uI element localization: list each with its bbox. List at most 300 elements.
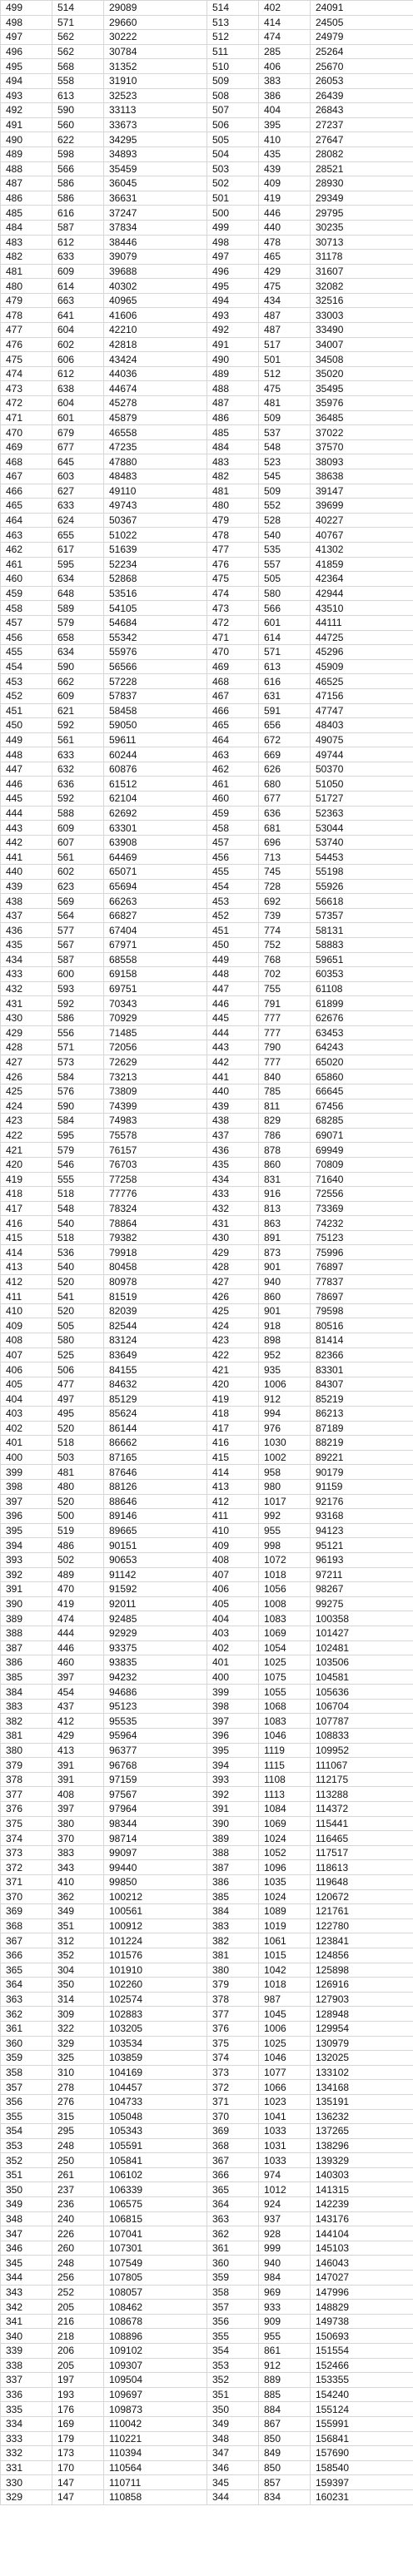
table-cell: 80516 xyxy=(311,1318,413,1333)
table-cell: 361 xyxy=(1,2021,52,2036)
table-cell: 1056 xyxy=(259,1582,311,1597)
table-cell: 350 xyxy=(207,2402,259,2417)
table-cell: 587 xyxy=(52,220,104,235)
table-cell: 928 xyxy=(259,2226,311,2241)
table-cell: 418 xyxy=(207,1407,259,1422)
table-cell: 495 xyxy=(52,1407,104,1422)
table-cell: 537 xyxy=(259,425,311,440)
table-row xyxy=(1,1802,413,1817)
table-cell: 404 xyxy=(259,103,311,118)
table-cell: 813 xyxy=(259,1201,311,1216)
table-cell: 152466 xyxy=(311,2358,413,2373)
table-cell: 57357 xyxy=(311,908,413,923)
table-cell: 1008 xyxy=(259,1596,311,1611)
table-cell: 591 xyxy=(259,703,311,718)
table-cell: 133102 xyxy=(311,2065,413,2080)
table-cell: 109952 xyxy=(311,1743,413,1758)
table-cell: 1025 xyxy=(259,2036,311,2051)
table-cell: 460 xyxy=(1,572,52,587)
table-row xyxy=(1,1699,413,1714)
table-cell: 540 xyxy=(259,528,311,543)
table-cell: 634 xyxy=(52,572,104,587)
table-cell: 39147 xyxy=(311,484,413,499)
table-cell: 44674 xyxy=(104,381,207,396)
table-cell: 29660 xyxy=(104,15,207,30)
table-cell: 432 xyxy=(207,1201,259,1216)
table-cell: 613 xyxy=(52,88,104,103)
table-cell: 352 xyxy=(1,2153,52,2168)
table-cell: 414 xyxy=(1,1245,52,1260)
table-cell: 69751 xyxy=(104,981,207,996)
table-cell: 500 xyxy=(207,206,259,221)
table-cell: 107805 xyxy=(104,2271,207,2286)
table-cell: 545 xyxy=(259,469,311,484)
table-cell: 518 xyxy=(52,1436,104,1451)
table-cell: 42944 xyxy=(311,586,413,601)
table-row xyxy=(1,630,413,645)
table-cell: 409 xyxy=(1,1318,52,1333)
table-cell: 393 xyxy=(1,1552,52,1567)
table-cell: 679 xyxy=(52,425,104,440)
table-cell: 108833 xyxy=(311,1729,413,1744)
table-row xyxy=(1,777,413,792)
table-cell: 94232 xyxy=(104,1670,207,1685)
table-cell: 106815 xyxy=(104,2211,207,2226)
table-row xyxy=(1,1348,413,1362)
table-cell: 636 xyxy=(259,806,311,821)
table-cell: 1096 xyxy=(259,1860,311,1875)
table-cell: 391 xyxy=(52,1772,104,1787)
table-cell: 405 xyxy=(207,1596,259,1611)
table-cell: 32082 xyxy=(311,279,413,294)
table-cell: 347 xyxy=(1,2226,52,2241)
table-cell: 860 xyxy=(259,1289,311,1304)
table-cell: 602 xyxy=(52,865,104,880)
table-row xyxy=(1,2021,413,2036)
table-row xyxy=(1,688,413,703)
table-cell: 589 xyxy=(52,601,104,616)
table-cell: 48403 xyxy=(311,718,413,733)
table-cell: 1077 xyxy=(259,2065,311,2080)
table-row xyxy=(1,73,413,88)
table-cell: 452 xyxy=(207,908,259,923)
table-cell: 590 xyxy=(52,1099,104,1114)
table-cell: 613 xyxy=(259,659,311,674)
table-cell: 278 xyxy=(52,2080,104,2095)
table-cell: 411 xyxy=(1,1289,52,1304)
table-cell: 952 xyxy=(259,1348,311,1362)
table-cell: 468 xyxy=(1,454,52,469)
table-cell: 463 xyxy=(207,747,259,762)
table-row xyxy=(1,572,413,587)
table-cell: 408 xyxy=(207,1552,259,1567)
table-cell: 44036 xyxy=(104,366,207,381)
table-row xyxy=(1,366,413,381)
table-cell: 117517 xyxy=(311,1845,413,1860)
table-cell: 132025 xyxy=(311,2051,413,2066)
table-cell: 205 xyxy=(52,2300,104,2315)
table-cell: 436 xyxy=(1,923,52,938)
table-cell: 73213 xyxy=(104,1070,207,1085)
table-cell: 55198 xyxy=(311,865,413,880)
table-row xyxy=(1,1772,413,1787)
table-cell: 410 xyxy=(259,132,311,147)
table-cell: 154240 xyxy=(311,2387,413,2402)
table-cell: 101910 xyxy=(104,1963,207,1978)
table-row xyxy=(1,1303,413,1318)
table-cell: 739 xyxy=(259,908,311,923)
table-cell: 98267 xyxy=(311,1582,413,1597)
table-cell: 364 xyxy=(207,2197,259,2212)
table-cell: 614 xyxy=(259,630,311,645)
table-cell: 350 xyxy=(52,1978,104,1993)
table-cell: 101576 xyxy=(104,1948,207,1963)
table-row xyxy=(1,586,413,601)
table-cell: 495 xyxy=(207,279,259,294)
table-row xyxy=(1,894,413,909)
table-cell: 102883 xyxy=(104,2007,207,2022)
table-cell: 31910 xyxy=(104,73,207,88)
table-cell: 362 xyxy=(52,1889,104,1904)
table-row xyxy=(1,1187,413,1202)
table-cell: 633 xyxy=(52,250,104,265)
table-cell: 520 xyxy=(52,1494,104,1509)
table-cell: 413 xyxy=(52,1743,104,1758)
table-cell: 419 xyxy=(1,1172,52,1187)
table-cell: 205 xyxy=(52,2358,104,2373)
table-cell: 88126 xyxy=(104,1479,207,1494)
table-cell: 405 xyxy=(1,1377,52,1392)
table-cell: 505 xyxy=(52,1318,104,1333)
table-cell: 145103 xyxy=(311,2241,413,2256)
table-cell: 39699 xyxy=(311,499,413,514)
table-cell: 400 xyxy=(207,1670,259,1685)
table-cell: 374 xyxy=(1,1831,52,1846)
table-cell: 514 xyxy=(207,1,259,16)
table-row xyxy=(1,806,413,821)
table-cell: 473 xyxy=(207,601,259,616)
table-cell: 478 xyxy=(207,528,259,543)
table-cell: 87646 xyxy=(104,1465,207,1480)
table-cell: 379 xyxy=(1,1758,52,1773)
table-cell: 105343 xyxy=(104,2124,207,2139)
table-cell: 82366 xyxy=(311,1348,413,1362)
table-cell: 669 xyxy=(259,747,311,762)
table-cell: 139329 xyxy=(311,2153,413,2168)
table-row xyxy=(1,1114,413,1129)
table-cell: 105591 xyxy=(104,2138,207,2153)
table-cell: 309 xyxy=(52,2007,104,2022)
table-cell: 448 xyxy=(207,967,259,982)
table-cell: 503 xyxy=(52,1450,104,1465)
table-row xyxy=(1,1201,413,1216)
table-cell: 56566 xyxy=(104,659,207,674)
table-cell: 510 xyxy=(207,59,259,74)
table-cell: 387 xyxy=(207,1860,259,1875)
table-cell: 45909 xyxy=(311,659,413,674)
table-row xyxy=(1,132,413,147)
table-row xyxy=(1,2300,413,2315)
table-cell: 60353 xyxy=(311,967,413,982)
table-cell: 777 xyxy=(259,1025,311,1040)
table-cell: 495 xyxy=(1,59,52,74)
table-cell: 622 xyxy=(52,132,104,147)
table-cell: 110042 xyxy=(104,2416,207,2431)
table-row xyxy=(1,835,413,850)
table-cell: 368 xyxy=(1,1918,52,1933)
table-cell: 170 xyxy=(52,2460,104,2475)
table-cell: 59651 xyxy=(311,952,413,967)
table-cell: 45879 xyxy=(104,410,207,425)
table-cell: 40965 xyxy=(104,293,207,308)
table-row xyxy=(1,1230,413,1245)
table-cell: 67971 xyxy=(104,938,207,953)
table-cell: 25670 xyxy=(311,59,413,74)
table-cell: 90653 xyxy=(104,1552,207,1567)
table-cell: 410 xyxy=(52,1875,104,1890)
table-cell: 571 xyxy=(52,1040,104,1055)
table-cell: 45278 xyxy=(104,396,207,411)
table-cell: 413 xyxy=(207,1479,259,1494)
table-cell: 509 xyxy=(259,484,311,499)
table-cell: 103506 xyxy=(311,1655,413,1670)
table-cell: 312 xyxy=(52,1933,104,1948)
table-cell: 153355 xyxy=(311,2373,413,2388)
table-cell: 39079 xyxy=(104,250,207,265)
table-cell: 128948 xyxy=(311,2007,413,2022)
table-cell: 35495 xyxy=(311,381,413,396)
table-cell: 627 xyxy=(52,484,104,499)
table-cell: 397 xyxy=(1,1494,52,1509)
table-cell: 580 xyxy=(52,1333,104,1348)
table-cell: 471 xyxy=(207,630,259,645)
table-cell: 475 xyxy=(207,572,259,587)
table-cell: 357 xyxy=(1,2080,52,2095)
table-cell: 160231 xyxy=(311,2489,413,2504)
table-cell: 850 xyxy=(259,2431,311,2446)
table-cell: 95123 xyxy=(104,1699,207,1714)
table-cell: 901 xyxy=(259,1260,311,1275)
table-cell: 916 xyxy=(259,1187,311,1202)
table-cell: 106575 xyxy=(104,2197,207,2212)
table-cell: 89146 xyxy=(104,1509,207,1524)
table-row xyxy=(1,1714,413,1729)
table-cell: 53044 xyxy=(311,821,413,836)
table-cell: 426 xyxy=(207,1289,259,1304)
table-row xyxy=(1,1758,413,1773)
table-cell: 173 xyxy=(52,2446,104,2461)
table-cell: 478 xyxy=(259,235,311,250)
table-cell: 87165 xyxy=(104,1450,207,1465)
table-cell: 101224 xyxy=(104,1933,207,1948)
table-cell: 67404 xyxy=(104,923,207,938)
table-cell: 106339 xyxy=(104,2182,207,2197)
table-cell: 47235 xyxy=(104,439,207,454)
table-cell: 546 xyxy=(52,1157,104,1172)
table-cell: 969 xyxy=(259,2285,311,2300)
table-cell: 54684 xyxy=(104,615,207,630)
table-cell: 355 xyxy=(207,2329,259,2344)
table-cell: 366 xyxy=(207,2167,259,2182)
table-cell: 454 xyxy=(207,879,259,894)
table-cell: 1075 xyxy=(259,1670,311,1685)
table-cell: 383 xyxy=(1,1699,52,1714)
table-cell: 463 xyxy=(1,528,52,543)
table-cell: 884 xyxy=(259,2402,311,2417)
table-cell: 147027 xyxy=(311,2271,413,2286)
table-cell: 496 xyxy=(1,44,52,59)
table-cell: 373 xyxy=(1,1845,52,1860)
table-cell: 38093 xyxy=(311,454,413,469)
table-cell: 348 xyxy=(1,2211,52,2226)
table-row xyxy=(1,2211,413,2226)
table-cell: 987 xyxy=(259,1992,311,2007)
table-cell: 1041 xyxy=(259,2109,311,2124)
table-cell: 500 xyxy=(52,1509,104,1524)
table-cell: 571 xyxy=(52,15,104,30)
table-cell: 344 xyxy=(207,2489,259,2504)
table-cell: 485 xyxy=(207,425,259,440)
table-cell: 429 xyxy=(52,1729,104,1744)
table-cell: 77776 xyxy=(104,1187,207,1202)
table-cell: 70809 xyxy=(311,1157,413,1172)
table-cell: 347 xyxy=(207,2446,259,2461)
table-row xyxy=(1,2285,413,2300)
table-row xyxy=(1,1978,413,1993)
table-cell: 466 xyxy=(207,703,259,718)
table-cell: 82544 xyxy=(104,1318,207,1333)
table-cell: 573 xyxy=(52,1055,104,1070)
table-cell: 450 xyxy=(207,938,259,953)
table-cell: 416 xyxy=(207,1436,259,1451)
table-cell: 455 xyxy=(207,865,259,880)
table-cell: 395 xyxy=(207,1743,259,1758)
table-cell: 427 xyxy=(207,1274,259,1289)
table-cell: 435 xyxy=(207,1157,259,1172)
table-cell: 108678 xyxy=(104,2314,207,2329)
table-cell: 352 xyxy=(52,1948,104,1963)
table-cell: 512 xyxy=(207,30,259,45)
table-cell: 75578 xyxy=(104,1128,207,1143)
table-cell: 609 xyxy=(52,264,104,279)
table-cell: 99850 xyxy=(104,1875,207,1890)
table-cell: 86213 xyxy=(311,1407,413,1422)
table-cell: 440 xyxy=(259,220,311,235)
table-cell: 62692 xyxy=(104,806,207,821)
table-cell: 579 xyxy=(52,615,104,630)
table-row xyxy=(1,542,413,557)
table-cell: 26053 xyxy=(311,73,413,88)
table-row xyxy=(1,469,413,484)
table-cell: 94686 xyxy=(104,1685,207,1700)
table-cell: 395 xyxy=(1,1523,52,1538)
table-cell: 96377 xyxy=(104,1743,207,1758)
table-cell: 334 xyxy=(1,2416,52,2431)
table-row xyxy=(1,2271,413,2286)
table-cell: 381 xyxy=(207,1948,259,1963)
table-cell: 974 xyxy=(259,2167,311,2182)
table-row xyxy=(1,2167,413,2182)
table-cell: 472 xyxy=(1,396,52,411)
table-cell: 374 xyxy=(207,2051,259,2066)
table-cell: 101427 xyxy=(311,1626,413,1640)
table-cell: 601 xyxy=(259,615,311,630)
table-cell: 498 xyxy=(207,235,259,250)
table-cell: 506 xyxy=(207,117,259,132)
table-cell: 368 xyxy=(207,2138,259,2153)
table-row xyxy=(1,528,413,543)
table-cell: 346 xyxy=(1,2241,52,2256)
table-cell: 60244 xyxy=(104,747,207,762)
table-cell: 455 xyxy=(1,645,52,660)
table-cell: 523 xyxy=(259,454,311,469)
table-cell: 83124 xyxy=(104,1333,207,1348)
table-row xyxy=(1,176,413,191)
table-cell: 460 xyxy=(207,792,259,807)
table-row xyxy=(1,439,413,454)
table-cell: 356 xyxy=(207,2314,259,2329)
table-cell: 88646 xyxy=(104,1494,207,1509)
table-cell: 909 xyxy=(259,2314,311,2329)
table-cell: 662 xyxy=(52,674,104,689)
table-cell: 681 xyxy=(259,821,311,836)
table-cell: 520 xyxy=(52,1421,104,1436)
table-cell: 595 xyxy=(52,1128,104,1143)
table-row xyxy=(1,44,413,59)
table-cell: 351 xyxy=(1,2167,52,2182)
table-cell: 66645 xyxy=(311,1084,413,1099)
table-cell: 406 xyxy=(1,1362,52,1377)
table-cell: 329 xyxy=(1,2489,52,2504)
table-cell: 439 xyxy=(207,1099,259,1114)
table-cell: 612 xyxy=(52,366,104,381)
table-cell: 745 xyxy=(259,865,311,880)
table-cell: 54105 xyxy=(104,601,207,616)
table-cell: 483 xyxy=(207,454,259,469)
table-cell: 632 xyxy=(52,762,104,777)
table-cell: 1031 xyxy=(259,2138,311,2153)
table-row xyxy=(1,1,413,16)
table-cell: 992 xyxy=(259,1509,311,1524)
table-cell: 476 xyxy=(1,337,52,352)
table-cell: 482 xyxy=(207,469,259,484)
table-cell: 1108 xyxy=(259,1772,311,1787)
table-row xyxy=(1,732,413,747)
table-cell: 43424 xyxy=(104,352,207,367)
table-cell: 777 xyxy=(259,1010,311,1025)
table-cell: 332 xyxy=(1,2446,52,2461)
table-cell: 1083 xyxy=(259,1714,311,1729)
table-cell: 399 xyxy=(1,1465,52,1480)
table-row xyxy=(1,2256,413,2271)
table-cell: 63908 xyxy=(104,835,207,850)
table-row xyxy=(1,1407,413,1422)
table-cell: 918 xyxy=(259,1318,311,1333)
table-cell: 412 xyxy=(1,1274,52,1289)
table-cell: 358 xyxy=(207,2285,259,2300)
table-cell: 52234 xyxy=(104,557,207,572)
table-cell: 513 xyxy=(207,15,259,30)
table-cell: 418 xyxy=(1,1187,52,1202)
table-cell: 34295 xyxy=(104,132,207,147)
table-cell: 341 xyxy=(1,2314,52,2329)
table-row xyxy=(1,1640,413,1655)
table-cell: 440 xyxy=(207,1084,259,1099)
table-cell: 490 xyxy=(1,132,52,147)
table-cell: 35459 xyxy=(104,161,207,176)
table-cell: 453 xyxy=(1,674,52,689)
table-cell: 65020 xyxy=(311,1055,413,1070)
